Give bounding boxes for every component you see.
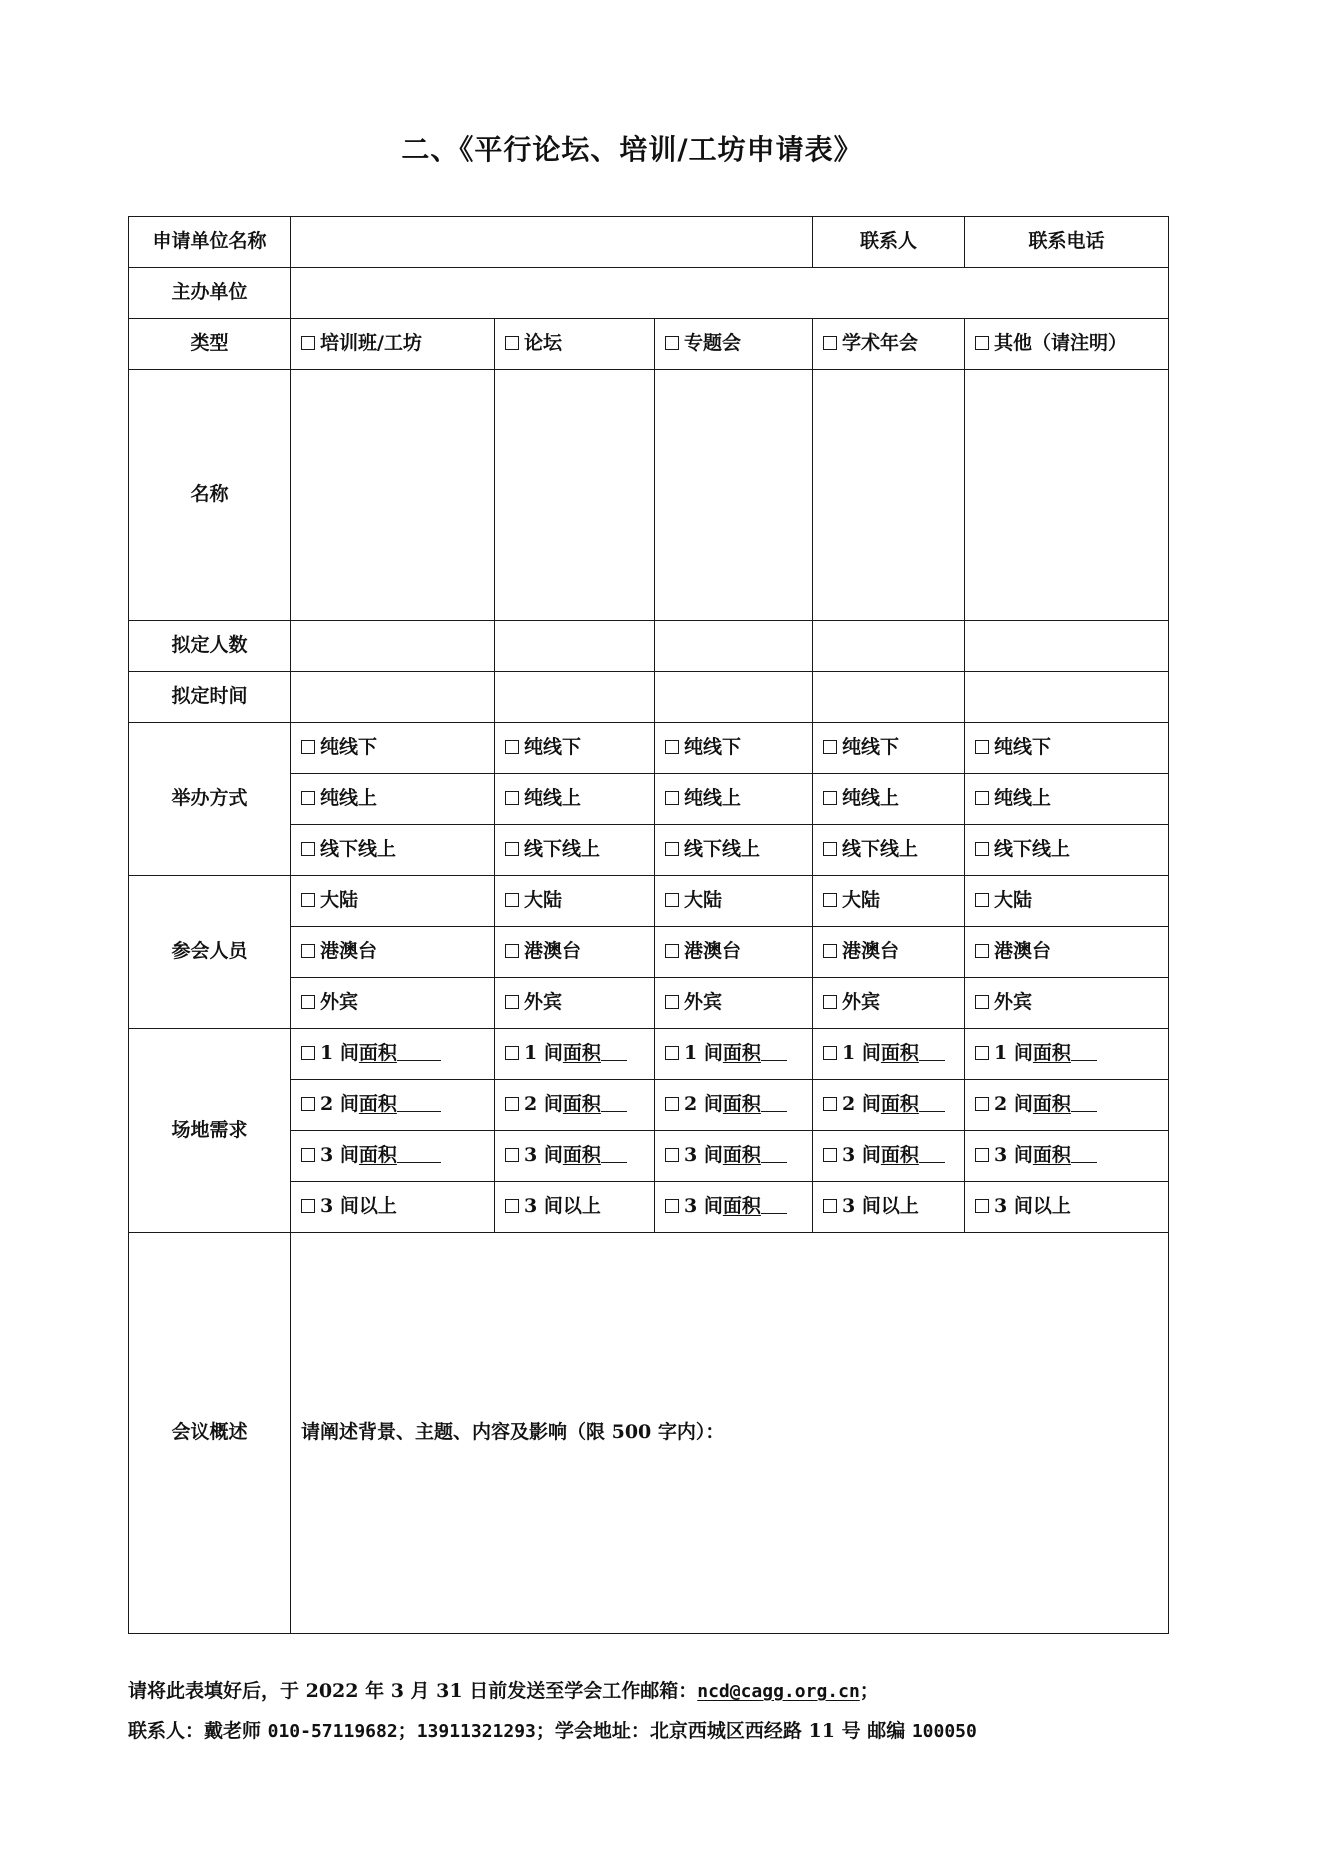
venue-unit: 间	[543, 1093, 563, 1116]
checkbox-label: 港澳台	[524, 940, 582, 963]
checkbox-label: 港澳台	[994, 940, 1052, 963]
checkbox-icon[interactable]	[301, 1148, 315, 1162]
field-time-col2[interactable]	[495, 672, 655, 723]
venue-area-label: 以上	[1032, 1195, 1071, 1218]
venue-area-label: 面积	[562, 1042, 601, 1065]
checkbox-label: 纯线下	[684, 736, 742, 759]
checkbox-attendee-mainland-col1[interactable]	[291, 876, 495, 927]
venue-count: 1	[994, 1042, 1008, 1065]
checkbox-icon[interactable]	[823, 995, 837, 1009]
venue-count: 3	[684, 1144, 698, 1167]
venue-area-label: 面积	[1032, 1144, 1071, 1167]
checkbox-label: 线下线上	[842, 838, 919, 861]
venue-area-input[interactable]	[1071, 1096, 1097, 1112]
venue-unit: 间	[703, 1093, 723, 1116]
summary-prompt: 请阐述背景、主题、内容及影响（限 500 字内）：	[301, 1421, 725, 1444]
checkbox-icon[interactable]	[505, 791, 519, 805]
checkbox-icon[interactable]	[301, 995, 315, 1009]
table-row-venue-1	[129, 1029, 1169, 1080]
checkbox-icon[interactable]	[823, 336, 837, 350]
footer-contact-prefix: 联系人：戴老师	[128, 1719, 268, 1742]
checkbox-icon[interactable]	[823, 1046, 837, 1060]
checkbox-format-hybrid-col1[interactable]	[291, 825, 495, 876]
checkbox-format-offline-col3[interactable]	[655, 723, 813, 774]
field-time-col5[interactable]	[965, 672, 1169, 723]
checkbox-label: 专题会	[684, 332, 742, 355]
venue-count: 1	[524, 1042, 538, 1065]
venue-area-input[interactable]	[397, 1045, 441, 1061]
checkbox-label: 纯线下	[842, 736, 900, 759]
venue-unit: 间	[703, 1195, 723, 1218]
checkbox-format-offline-col4[interactable]	[813, 723, 965, 774]
venue-count: 3	[994, 1195, 1008, 1218]
table-row-headcount	[129, 621, 1169, 672]
label-contact-person: 联系人	[813, 217, 965, 268]
checkbox-format-online-col2[interactable]	[495, 774, 655, 825]
footer-line-contact	[128, 1712, 1188, 1752]
checkbox-icon[interactable]	[665, 1046, 679, 1060]
label-name: 名称	[129, 370, 291, 621]
field-headcount-col2[interactable]	[495, 621, 655, 672]
checkbox-icon[interactable]	[975, 1199, 989, 1213]
checkbox-label: 线下线上	[320, 838, 397, 861]
checkbox-venue-2-col2[interactable]	[495, 1080, 655, 1131]
venue-area-input[interactable]	[397, 1147, 441, 1163]
field-name-col4[interactable]	[813, 370, 965, 621]
checkbox-attendee-hmt-col2[interactable]	[495, 927, 655, 978]
table-row-organizer	[129, 268, 1169, 319]
contact-phone-office: 010-57119682	[267, 1720, 398, 1742]
venue-area-label: 面积	[722, 1093, 761, 1116]
checkbox-label: 大陆	[524, 889, 563, 912]
label-planned-time: 拟定时间	[129, 672, 291, 723]
checkbox-icon[interactable]	[301, 842, 315, 856]
checkbox-icon[interactable]	[665, 842, 679, 856]
venue-count: 2	[684, 1093, 698, 1116]
checkbox-format-online-col3[interactable]	[655, 774, 813, 825]
checkbox-attendee-mainland-col2[interactable]	[495, 876, 655, 927]
checkbox-icon[interactable]	[505, 893, 519, 907]
venue-count: 3	[842, 1144, 856, 1167]
table-row-name	[129, 370, 1169, 621]
field-name-col5[interactable]	[965, 370, 1169, 621]
venue-area-input[interactable]	[1071, 1045, 1097, 1061]
checkbox-icon[interactable]	[823, 842, 837, 856]
field-time-col3[interactable]	[655, 672, 813, 723]
checkbox-icon[interactable]	[665, 791, 679, 805]
checkbox-label: 港澳台	[684, 940, 742, 963]
label-format: 举办方式	[129, 723, 291, 876]
checkbox-venue-1-col5[interactable]	[965, 1029, 1169, 1080]
checkbox-icon[interactable]	[823, 791, 837, 805]
venue-unit: 间	[861, 1042, 881, 1065]
checkbox-format-online-col5[interactable]	[965, 774, 1169, 825]
checkbox-icon[interactable]	[301, 740, 315, 754]
venue-unit: 间	[1013, 1093, 1033, 1116]
checkbox-format-online-col1[interactable]	[291, 774, 495, 825]
label-venue-needs: 场地需求	[129, 1029, 291, 1233]
venue-count: 2	[842, 1093, 856, 1116]
table-row-applicant	[129, 217, 1169, 268]
checkbox-venue-4-col4[interactable]	[813, 1182, 965, 1233]
checkbox-icon[interactable]	[975, 944, 989, 958]
venue-area-label: 面积	[562, 1144, 601, 1167]
checkbox-label: 港澳台	[320, 940, 378, 963]
venue-area-label: 面积	[358, 1144, 397, 1167]
checkbox-attendee-mainland-col4[interactable]	[813, 876, 965, 927]
venue-count: 3	[524, 1195, 538, 1218]
checkbox-icon[interactable]	[665, 893, 679, 907]
field-headcount-col4[interactable]	[813, 621, 965, 672]
checkbox-venue-2-col1[interactable]	[291, 1080, 495, 1131]
venue-unit: 间	[339, 1042, 359, 1065]
venue-unit: 间	[543, 1195, 563, 1218]
venue-area-input[interactable]	[919, 1096, 945, 1112]
checkbox-attendee-foreign-col1[interactable]	[291, 978, 495, 1029]
venue-count: 2	[320, 1093, 334, 1116]
venue-count: 1	[684, 1042, 698, 1065]
checkbox-icon[interactable]	[975, 791, 989, 805]
footer-notes	[128, 1672, 1188, 1752]
checkbox-venue-1-col1[interactable]	[291, 1029, 495, 1080]
checkbox-venue-4-col3[interactable]	[655, 1182, 813, 1233]
venue-count: 1	[320, 1042, 334, 1065]
checkbox-label: 外宾	[684, 991, 723, 1014]
label-planned-headcount: 拟定人数	[129, 621, 291, 672]
field-applicant-unit-value[interactable]	[291, 217, 813, 268]
label-organizer: 主办单位	[129, 268, 291, 319]
venue-area-label: 面积	[1032, 1093, 1071, 1116]
checkbox-venue-1-col3[interactable]	[655, 1029, 813, 1080]
checkbox-icon[interactable]	[301, 893, 315, 907]
checkbox-label: 港澳台	[842, 940, 900, 963]
checkbox-label: 外宾	[842, 991, 881, 1014]
field-headcount-col5[interactable]	[965, 621, 1169, 672]
checkbox-label: 外宾	[320, 991, 359, 1014]
checkbox-label: 大陆	[842, 889, 881, 912]
checkbox-label: 纯线上	[320, 787, 378, 810]
checkbox-venue-2-col4[interactable]	[813, 1080, 965, 1131]
footer-address: ；学会地址：北京西城区西经路 11 号 邮编	[535, 1719, 912, 1742]
checkbox-format-offline-col1[interactable]	[291, 723, 495, 774]
checkbox-venue-3-col1[interactable]	[291, 1131, 495, 1182]
venue-area-label: 面积	[722, 1195, 761, 1218]
checkbox-icon[interactable]	[505, 842, 519, 856]
checkbox-icon[interactable]	[823, 1148, 837, 1162]
label-attendees: 参会人员	[129, 876, 291, 1029]
checkbox-label: 外宾	[524, 991, 563, 1014]
venue-area-input[interactable]	[761, 1045, 787, 1061]
checkbox-icon[interactable]	[301, 1046, 315, 1060]
field-meeting-summary[interactable]	[291, 1233, 1169, 1634]
label-contact-phone: 联系电话	[965, 217, 1169, 268]
checkbox-format-offline-col2[interactable]	[495, 723, 655, 774]
checkbox-format-hybrid-col4[interactable]	[813, 825, 965, 876]
checkbox-label: 学术年会	[842, 332, 919, 355]
venue-unit: 间	[1013, 1144, 1033, 1167]
venue-area-input[interactable]	[1071, 1147, 1097, 1163]
checkbox-icon[interactable]	[975, 1148, 989, 1162]
checkbox-icon[interactable]	[505, 740, 519, 754]
footer-line-submission	[128, 1672, 1188, 1712]
venue-area-label: 面积	[358, 1093, 397, 1116]
label-applicant-unit: 申请单位名称	[129, 217, 291, 268]
checkbox-icon[interactable]	[975, 893, 989, 907]
venue-unit: 间	[339, 1195, 359, 1218]
checkbox-label: 外宾	[994, 991, 1033, 1014]
venue-unit: 间	[861, 1144, 881, 1167]
checkbox-icon[interactable]	[301, 791, 315, 805]
venue-area-label: 面积	[562, 1093, 601, 1116]
checkbox-type-forum[interactable]	[495, 319, 655, 370]
footer-line1-prefix: 请将此表填好后，于 2022 年 3 月 31 日前发送至学会工作邮箱：	[128, 1680, 698, 1702]
checkbox-icon[interactable]	[823, 1097, 837, 1111]
checkbox-icon[interactable]	[975, 740, 989, 754]
checkbox-icon[interactable]	[665, 1199, 679, 1213]
checkbox-icon[interactable]	[975, 1097, 989, 1111]
postcode: 100050	[911, 1720, 977, 1742]
venue-unit: 间	[1013, 1042, 1033, 1065]
checkbox-label: 纯线上	[524, 787, 582, 810]
checkbox-venue-2-col5[interactable]	[965, 1080, 1169, 1131]
table-row-attendee-mainland	[129, 876, 1169, 927]
venue-area-label: 面积	[880, 1144, 919, 1167]
venue-area-label: 以上	[358, 1195, 397, 1218]
label-meeting-summary: 会议概述	[129, 1233, 291, 1634]
checkbox-attendee-foreign-col4[interactable]	[813, 978, 965, 1029]
venue-area-input[interactable]	[761, 1096, 787, 1112]
checkbox-format-online-col4[interactable]	[813, 774, 965, 825]
venue-unit: 间	[861, 1195, 881, 1218]
field-name-col3[interactable]	[655, 370, 813, 621]
checkbox-type-training[interactable]	[291, 319, 495, 370]
venue-area-label: 面积	[1032, 1042, 1071, 1065]
venue-area-label: 面积	[358, 1042, 397, 1065]
venue-area-input[interactable]	[919, 1045, 945, 1061]
checkbox-icon[interactable]	[665, 1097, 679, 1111]
checkbox-venue-4-col5[interactable]	[965, 1182, 1169, 1233]
checkbox-icon[interactable]	[823, 893, 837, 907]
checkbox-attendee-foreign-col5[interactable]	[965, 978, 1169, 1029]
field-headcount-col3[interactable]	[655, 621, 813, 672]
venue-unit: 间	[861, 1093, 881, 1116]
checkbox-venue-3-col3[interactable]	[655, 1131, 813, 1182]
checkbox-icon[interactable]	[665, 1148, 679, 1162]
table-row-planned-time	[129, 672, 1169, 723]
venue-area-label: 以上	[880, 1195, 919, 1218]
checkbox-format-hybrid-col2[interactable]	[495, 825, 655, 876]
checkbox-icon[interactable]	[505, 1097, 519, 1111]
checkbox-icon[interactable]	[823, 944, 837, 958]
checkbox-icon[interactable]	[301, 336, 315, 350]
checkbox-label: 大陆	[320, 889, 359, 912]
venue-unit: 间	[543, 1042, 563, 1065]
checkbox-icon[interactable]	[301, 1097, 315, 1111]
venue-area-input[interactable]	[919, 1147, 945, 1163]
checkbox-attendee-foreign-col3[interactable]	[655, 978, 813, 1029]
checkbox-venue-4-col1[interactable]	[291, 1182, 495, 1233]
checkbox-icon[interactable]	[505, 336, 519, 350]
checkbox-attendee-hmt-col3[interactable]	[655, 927, 813, 978]
checkbox-icon[interactable]	[975, 336, 989, 350]
footer-line1-suffix: ；	[859, 1680, 879, 1702]
venue-count: 2	[994, 1093, 1008, 1116]
venue-area-input[interactable]	[601, 1147, 627, 1163]
venue-area-label: 面积	[722, 1144, 761, 1167]
field-time-col4[interactable]	[813, 672, 965, 723]
checkbox-format-hybrid-col5[interactable]	[965, 825, 1169, 876]
venue-count: 1	[842, 1042, 856, 1065]
checkbox-type-symposium[interactable]	[655, 319, 813, 370]
checkbox-icon[interactable]	[975, 1046, 989, 1060]
venue-count: 3	[994, 1144, 1008, 1167]
application-form-container	[128, 216, 1168, 1634]
application-form-table	[128, 216, 1169, 1634]
checkbox-attendee-hmt-col5[interactable]	[965, 927, 1169, 978]
venue-unit: 间	[339, 1093, 359, 1116]
checkbox-icon[interactable]	[665, 740, 679, 754]
checkbox-icon[interactable]	[975, 995, 989, 1009]
checkbox-type-annual[interactable]	[813, 319, 965, 370]
checkbox-label: 纯线上	[994, 787, 1052, 810]
venue-count: 3	[524, 1144, 538, 1167]
checkbox-label: 大陆	[684, 889, 723, 912]
venue-unit: 间	[339, 1144, 359, 1167]
checkbox-icon[interactable]	[823, 1199, 837, 1213]
field-name-col2[interactable]	[495, 370, 655, 621]
checkbox-label: 其他（请注明）	[994, 332, 1128, 355]
table-row-type	[129, 319, 1169, 370]
checkbox-venue-3-col2[interactable]	[495, 1131, 655, 1182]
checkbox-icon[interactable]	[975, 842, 989, 856]
checkbox-label: 纯线上	[684, 787, 742, 810]
venue-area-input[interactable]	[601, 1045, 627, 1061]
checkbox-venue-3-col4[interactable]	[813, 1131, 965, 1182]
checkbox-venue-1-col4[interactable]	[813, 1029, 965, 1080]
contact-phone-mobile: 13911321293	[416, 1720, 536, 1742]
checkbox-icon[interactable]	[665, 944, 679, 958]
checkbox-label: 纯线下	[320, 736, 378, 759]
checkbox-venue-1-col2[interactable]	[495, 1029, 655, 1080]
venue-unit: 间	[703, 1144, 723, 1167]
checkbox-label: 论坛	[524, 332, 563, 355]
checkbox-label: 线下线上	[524, 838, 601, 861]
venue-area-label: 以上	[562, 1195, 601, 1218]
checkbox-icon[interactable]	[665, 336, 679, 350]
venue-area-input[interactable]	[601, 1096, 627, 1112]
checkbox-venue-3-col5[interactable]	[965, 1131, 1169, 1182]
checkbox-label: 培训班/工坊	[320, 332, 422, 355]
venue-area-input[interactable]	[761, 1147, 787, 1163]
checkbox-venue-4-col2[interactable]	[495, 1182, 655, 1233]
venue-area-label: 面积	[722, 1042, 761, 1065]
field-organizer-value[interactable]	[291, 268, 1169, 319]
checkbox-venue-2-col3[interactable]	[655, 1080, 813, 1131]
venue-area-input[interactable]	[761, 1198, 787, 1214]
checkbox-attendee-mainland-col5[interactable]	[965, 876, 1169, 927]
venue-count: 3	[320, 1195, 334, 1218]
venue-unit: 间	[543, 1144, 563, 1167]
footer-sep-1: ；	[397, 1719, 417, 1742]
checkbox-icon[interactable]	[823, 740, 837, 754]
checkbox-format-hybrid-col3[interactable]	[655, 825, 813, 876]
table-row-meeting-summary	[129, 1233, 1169, 1634]
venue-area-label: 面积	[880, 1042, 919, 1065]
checkbox-icon[interactable]	[505, 1148, 519, 1162]
field-time-col1[interactable]	[291, 672, 495, 723]
checkbox-label: 纯线下	[994, 736, 1052, 759]
checkbox-format-offline-col5[interactable]	[965, 723, 1169, 774]
checkbox-label: 纯线上	[842, 787, 900, 810]
venue-count: 2	[524, 1093, 538, 1116]
venue-count: 3	[320, 1144, 334, 1167]
table-row-format-offline	[129, 723, 1169, 774]
venue-count: 3	[684, 1195, 698, 1218]
checkbox-attendee-hmt-col1[interactable]	[291, 927, 495, 978]
checkbox-icon[interactable]	[301, 944, 315, 958]
checkbox-label: 线下线上	[684, 838, 761, 861]
checkbox-icon[interactable]	[301, 1199, 315, 1213]
venue-unit: 间	[703, 1042, 723, 1065]
email-link[interactable]: ncd@cagg.org.cn	[697, 1681, 860, 1702]
checkbox-label: 纯线下	[524, 736, 582, 759]
venue-area-input[interactable]	[397, 1096, 441, 1112]
checkbox-icon[interactable]	[505, 995, 519, 1009]
checkbox-label: 线下线上	[994, 838, 1071, 861]
checkbox-attendee-mainland-col3[interactable]	[655, 876, 813, 927]
label-type: 类型	[129, 319, 291, 370]
page-title: 二、《平行论坛、培训/工坊申请表》	[401, 133, 863, 166]
checkbox-icon[interactable]	[505, 1199, 519, 1213]
field-name-col1[interactable]	[291, 370, 495, 621]
checkbox-type-other[interactable]	[965, 319, 1169, 370]
checkbox-attendee-hmt-col4[interactable]	[813, 927, 965, 978]
checkbox-attendee-foreign-col2[interactable]	[495, 978, 655, 1029]
venue-area-label: 面积	[880, 1093, 919, 1116]
venue-count: 3	[842, 1195, 856, 1218]
checkbox-label: 大陆	[994, 889, 1033, 912]
venue-unit: 间	[1013, 1195, 1033, 1218]
field-headcount-col1[interactable]	[291, 621, 495, 672]
checkbox-icon[interactable]	[665, 995, 679, 1009]
checkbox-icon[interactable]	[505, 944, 519, 958]
checkbox-icon[interactable]	[505, 1046, 519, 1060]
